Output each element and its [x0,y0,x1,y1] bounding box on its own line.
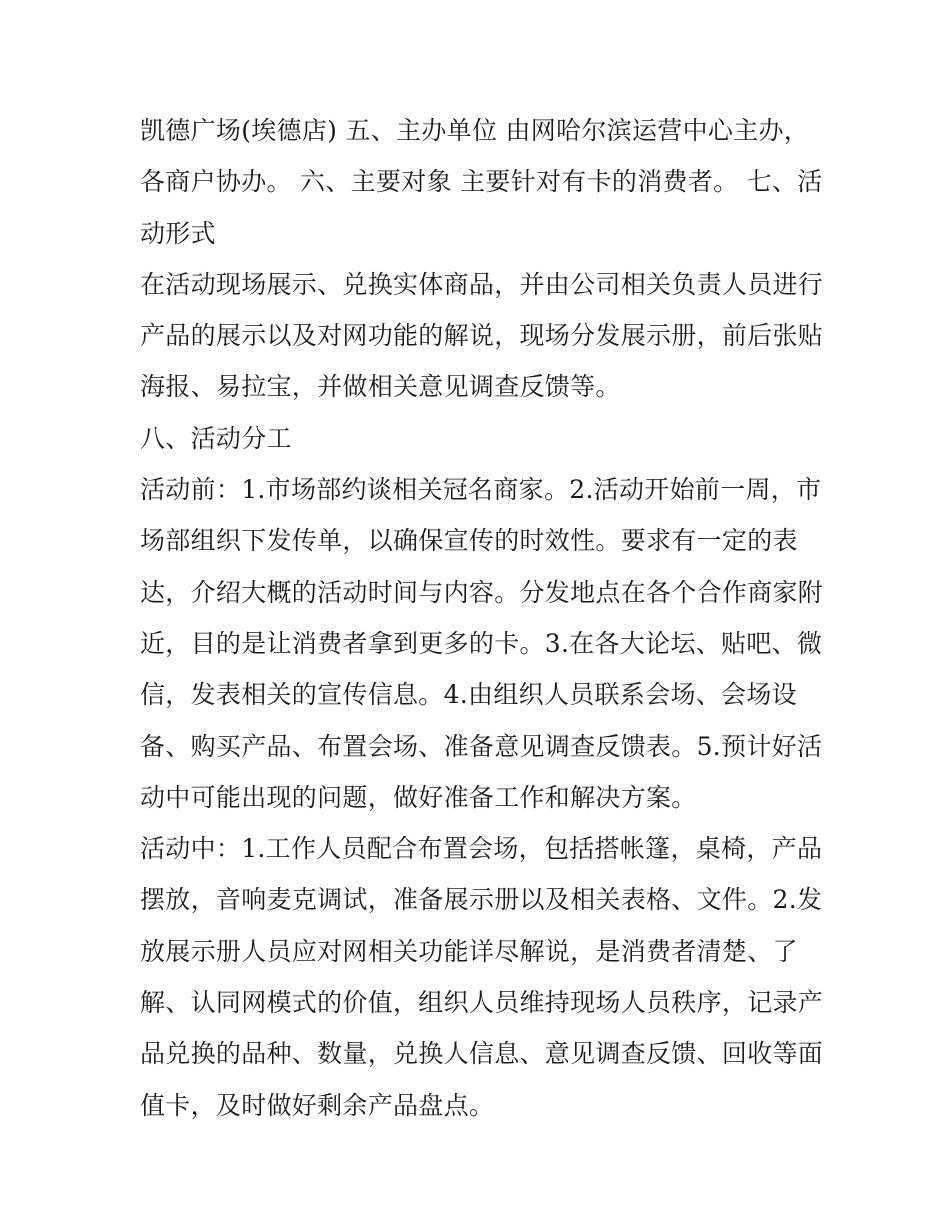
text-line: 各商户协办。 六、主要对象 主要针对有卡的消费者。 七、活 [140,167,823,197]
text-line: 放展示册人员应对网相关功能详尽解说，是消费者清楚、了 [140,936,798,966]
text-line: 动形式 [140,218,216,248]
document-body [140,105,824,1131]
text-line: 在活动现场展示、兑换实体商品，并由公司相关负责人员进行 [140,269,824,299]
text-line: 凯德广场(埃德店) 五、主办单位 由网哈尔滨运营中心主办， [140,116,810,145]
text-line: 信，发表相关的宣传信息。4.由组织人员联系会场、会场设 [140,680,797,710]
text-line: 近，目的是让消费者拿到更多的卡。3.在各大论坛、贴吧、微 [140,628,823,658]
text-line: 场部组织下发传单，以确保宣传的时效性。要求有一定的表 [140,526,798,556]
text-line: 达，介绍大概的活动时间与内容。分发地点在各个合作商家附 [140,577,824,607]
text-line: 海报、易拉宝，并做相关意见调查反馈等。 [140,372,621,402]
section-heading: 八、活动分工 [140,423,292,453]
text-line: 品兑换的品种、数量，兑换人信息、意见调查反馈、回收等面 [140,1039,824,1069]
text-line: 值卡，及时做好剩余产品盘点。 [140,1090,495,1120]
text-line: 摆放，音响麦克调试，准备展示册以及相关表格、文件。2.发 [140,885,823,915]
text-line: 活动中：1.工作人员配合布置会场，包括搭帐篷，桌椅，产品 [140,834,823,864]
text-line: 动中可能出现的问题，做好准备工作和解决方案。 [140,782,697,812]
text-line: 备、购买产品、布置会场、准备意见调查反馈表。5.预计好活 [140,731,823,761]
text-line: 产品的展示以及对网功能的解说，现场分发展示册，前后张贴 [140,321,824,351]
text-line: 活动前：1.市场部约谈相关冠名商家。2.活动开始前一周，市 [140,475,822,505]
text-line: 解、认同网模式的价值，组织人员维持现场人员秩序，记录产 [140,988,824,1018]
